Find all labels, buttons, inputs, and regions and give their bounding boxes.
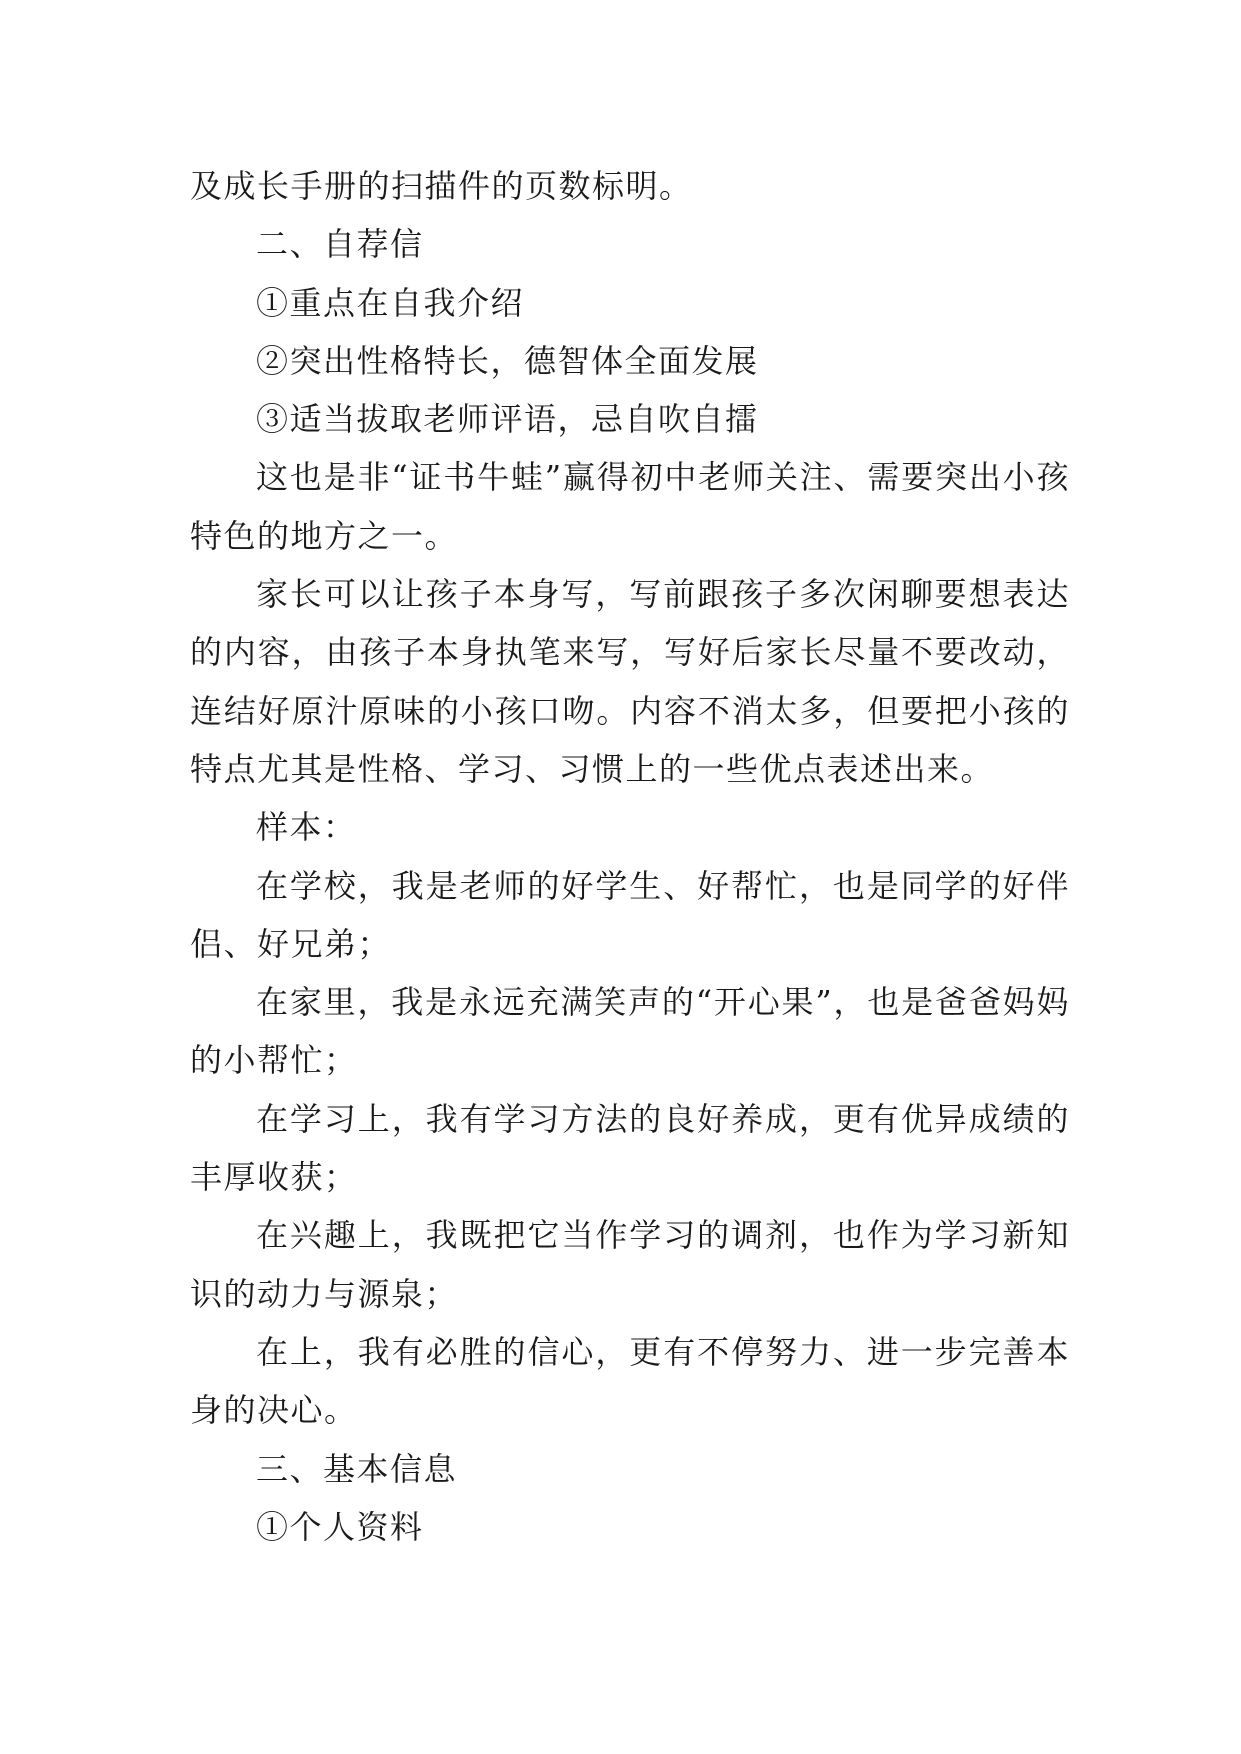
list-item-personal-data: ①个人资料	[256, 1507, 424, 1546]
sample-paragraph: 在兴趣上，我既把它当作学习的调剂，也作为学习新知识的动力与源泉；	[190, 1216, 1070, 1313]
sample-paragraph: 在家里，我是永远充满笑声的“开心果”，也是爸爸妈妈的小帮忙；	[190, 983, 1070, 1080]
sample-paragraph: 在上，我有必胜的信心，更有不停努力、进一步完善本身的决心。	[190, 1332, 1070, 1430]
sample-paragraph: 在学习上，我有学习方法的良好养成，更有优异成绩的丰厚收获；	[190, 1099, 1070, 1197]
sample-paragraph: 在学校，我是老师的好学生、好帮忙，也是同学的好伴侣、好兄弟；	[190, 866, 1070, 963]
paragraph-continuation: 及成长手册的扫描件的页数标明。	[190, 167, 693, 205]
paragraph: 家长可以让孩子本身写，写前跟孩子多次闲聊要想表达的内容，由孩子本身执笔来写，写好后家长尽量不要改动，连结好原汁原味的小孩口吻。内容不消太多，但要把小孩的特点尤其是性格、学习、习惯上的一些优点表述出来。	[190, 575, 1070, 788]
sample-label: 样本：	[256, 808, 357, 847]
list-item-2: ②突出性格特长，德智体全面发展	[256, 341, 759, 380]
list-item-1: ①重点在自我介绍	[256, 283, 525, 322]
section-heading-recommendation-letter: 二、自荐信	[256, 225, 424, 264]
paragraph: 这也是非“证书牛蛙”赢得初中老师关注、需要突出小孩特色的地方之一。	[190, 458, 1070, 555]
list-item-3: ③适当拔取老师评语，忌自吹自擂	[256, 400, 759, 439]
document-body	[190, 157, 1070, 1556]
section-heading-basic-info: 三、基本信息	[256, 1449, 458, 1488]
